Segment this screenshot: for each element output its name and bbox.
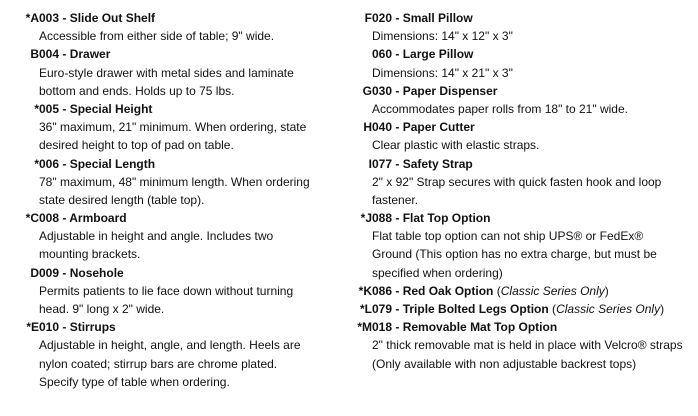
option-code: 006 bbox=[39, 156, 60, 171]
option-letter: *A bbox=[25, 11, 39, 25]
option-entry bbox=[352, 300, 698, 318]
option-description-line: specified when ordering) bbox=[372, 265, 503, 280]
option-description-line: nylon coated; stirrup bars are chrome plated. bbox=[39, 356, 278, 371]
option-letter: *C bbox=[25, 211, 39, 226]
option-description-line: Dimensions: 14" x 21" x 3" bbox=[372, 65, 513, 80]
option-code: 060 bbox=[372, 47, 393, 62]
option-letter: G bbox=[362, 83, 372, 98]
option-heading bbox=[352, 45, 698, 63]
option-code: 018 bbox=[372, 320, 393, 335]
option-heading bbox=[352, 300, 698, 318]
option-entry bbox=[352, 155, 698, 210]
option-entry bbox=[0, 264, 345, 319]
option-letter: *K bbox=[358, 283, 372, 298]
option-entry bbox=[0, 9, 345, 45]
option-heading bbox=[352, 209, 698, 227]
option-entry bbox=[352, 209, 698, 282]
option-letter: *M bbox=[357, 320, 372, 335]
option-name: Removable Mat Top Option bbox=[402, 320, 558, 335]
option-description-line: Clear plastic with elastic straps. bbox=[372, 138, 540, 153]
option-name: Nosehole bbox=[69, 265, 124, 280]
option-name: Triple Bolted Legs Option bbox=[402, 302, 549, 316]
option-note-text: Classic Series Only bbox=[500, 283, 605, 298]
option-title: 040 - Paper Cutter bbox=[372, 120, 475, 135]
option-heading bbox=[352, 282, 698, 300]
option-entry bbox=[0, 45, 345, 100]
option-code: 003 bbox=[39, 11, 60, 25]
option-description-line: 78" maximum, 48" minimum length. When ordering bbox=[39, 174, 310, 189]
option-name: Safety Strap bbox=[402, 156, 473, 171]
option-description-line: Accommodates paper rolls from 18" to 21" wide. bbox=[372, 101, 628, 116]
option-description-line: Euro-style drawer with metal sides and laminate bbox=[39, 65, 294, 80]
option-code: 020 bbox=[372, 11, 393, 25]
option-entry bbox=[0, 155, 345, 210]
option-description-line: Adjustable in height, angle, and length. Heels are bbox=[39, 338, 301, 353]
option-name: Paper Dispenser bbox=[402, 83, 498, 98]
option-code: 010 bbox=[39, 320, 60, 335]
option-name: Flat Top Option bbox=[402, 211, 491, 226]
option-entry bbox=[352, 82, 698, 118]
option-heading bbox=[0, 209, 345, 227]
option-heading bbox=[0, 155, 345, 173]
option-code: 088 bbox=[372, 211, 393, 226]
option-description-line: 36" maximum, 21" minimum. When ordering, state bbox=[39, 120, 307, 135]
option-title: 079 - Triple Bolted Legs Option (Classic Series Only) bbox=[372, 302, 665, 316]
option-heading bbox=[352, 82, 698, 100]
option-code: 009 bbox=[39, 265, 60, 280]
option-heading bbox=[0, 45, 345, 63]
option-name: Large Pillow bbox=[402, 47, 474, 62]
option-letter: *E bbox=[26, 320, 39, 335]
option-note: (Classic Series Only) bbox=[548, 302, 665, 316]
option-code: 086 bbox=[372, 283, 393, 298]
option-entry bbox=[0, 318, 345, 391]
option-description-line: state desired length (table top). bbox=[39, 192, 205, 207]
option-letter bbox=[352, 45, 372, 63]
option-title: 086 - Red Oak Option (Classic Series Only) bbox=[372, 283, 609, 298]
option-title: 018 - Removable Mat Top Option bbox=[372, 320, 558, 335]
option-heading bbox=[0, 318, 345, 336]
option-heading bbox=[352, 9, 698, 27]
right-column bbox=[352, 9, 698, 373]
option-title: 020 - Small Pillow bbox=[372, 11, 473, 25]
option-description-line: Permits patients to lie face down without turning bbox=[39, 283, 294, 298]
option-code: 040 bbox=[372, 120, 393, 135]
option-heading bbox=[352, 318, 698, 336]
option-name: Drawer bbox=[69, 47, 111, 62]
option-heading bbox=[352, 118, 698, 136]
option-title: 003 - Slide Out Shelf bbox=[39, 11, 156, 25]
option-letter: B bbox=[30, 47, 39, 62]
option-entry bbox=[0, 100, 345, 155]
option-title: 030 - Paper Dispenser bbox=[372, 83, 498, 98]
option-entry bbox=[352, 45, 698, 81]
option-heading bbox=[352, 155, 698, 173]
option-code: 079 bbox=[372, 302, 393, 316]
option-letter: I bbox=[368, 156, 372, 171]
option-code: 004 bbox=[39, 47, 60, 62]
option-letter: H bbox=[363, 120, 372, 135]
option-description-line: head. 9" long x 2" wide. bbox=[39, 302, 165, 316]
option-description-line: Ground (This option has no extra charge, but must be bbox=[372, 247, 657, 262]
option-entry bbox=[352, 318, 698, 373]
option-description-line: Adjustable in height and angle. Includes two bbox=[39, 229, 274, 244]
option-title: 010 - Stirrups bbox=[39, 320, 116, 335]
option-title: 004 - Drawer bbox=[39, 47, 111, 62]
option-description-line: desired height to top of pad on table. bbox=[39, 138, 234, 153]
option-description-line: Flat table top option can not ship UPS® or FedEx® bbox=[372, 229, 644, 244]
option-description-line: Dimensions: 14" x 12" x 3" bbox=[372, 29, 513, 44]
option-name: Special Length bbox=[69, 156, 156, 171]
option-title: 006 - Special Length bbox=[39, 156, 156, 171]
option-code: 005 bbox=[39, 101, 60, 116]
option-note: (Classic Series Only) bbox=[493, 283, 609, 298]
option-entry bbox=[0, 209, 345, 264]
option-name: Special Height bbox=[69, 101, 153, 116]
option-description-line: (Only available with non adjustable backrest tops) bbox=[372, 356, 637, 371]
option-heading bbox=[0, 100, 345, 118]
option-letter: F bbox=[364, 11, 372, 25]
option-description-line: mounting brackets. bbox=[39, 247, 141, 262]
option-title: 060 - Large Pillow bbox=[372, 47, 474, 62]
option-title: 088 - Flat Top Option bbox=[372, 211, 491, 226]
option-heading bbox=[0, 9, 345, 27]
option-title: 077 - Safety Strap bbox=[372, 156, 473, 171]
option-letter: * bbox=[34, 156, 39, 171]
option-name: Small Pillow bbox=[402, 11, 473, 25]
option-letter: *L bbox=[360, 302, 372, 316]
option-description-line: Specify type of table when ordering. bbox=[39, 374, 230, 389]
option-code: 030 bbox=[372, 83, 393, 98]
option-entry bbox=[352, 9, 698, 45]
option-heading bbox=[0, 264, 345, 282]
option-code: 008 bbox=[39, 211, 60, 226]
option-letter: * bbox=[34, 101, 39, 116]
option-title: 009 - Nosehole bbox=[39, 265, 124, 280]
option-description-line: bottom and ends. Holds up to 75 lbs. bbox=[39, 83, 235, 98]
option-entry bbox=[352, 118, 698, 154]
option-name: Slide Out Shelf bbox=[69, 11, 156, 25]
option-description-line: Accessible from either side of table; 9" wide. bbox=[39, 29, 275, 44]
left-column bbox=[0, 9, 345, 391]
option-title: 005 - Special Height bbox=[39, 101, 153, 116]
option-code: 077 bbox=[372, 156, 393, 171]
option-entry bbox=[352, 282, 698, 300]
option-name: Red Oak Option bbox=[402, 283, 494, 298]
option-letter: *J bbox=[360, 211, 372, 226]
option-description-line: 2" thick removable mat is held in place with Velcro® straps bbox=[372, 338, 683, 353]
option-name: Armboard bbox=[69, 211, 127, 226]
option-letter: D bbox=[30, 265, 39, 280]
option-name: Paper Cutter bbox=[402, 120, 475, 135]
option-name: Stirrups bbox=[69, 320, 116, 335]
option-note-text: Classic Series Only bbox=[556, 302, 661, 316]
option-description-line: 2" x 92" Strap secures with quick fasten hook and loop bbox=[372, 174, 662, 189]
option-description-line: fastener. bbox=[372, 192, 419, 207]
option-title: 008 - Armboard bbox=[39, 211, 127, 226]
